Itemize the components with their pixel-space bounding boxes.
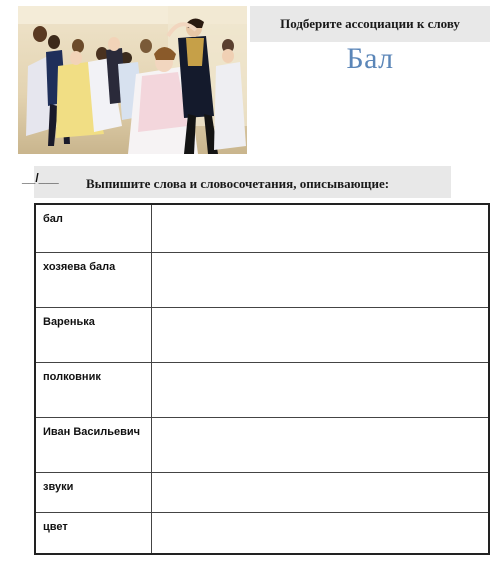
table-row <box>35 512 489 554</box>
answer-cell[interactable] <box>151 362 489 417</box>
table-row <box>35 252 489 307</box>
table-row <box>35 204 489 252</box>
row-label: звуки <box>35 472 151 512</box>
row-label: полковник <box>35 362 151 417</box>
row-label: хозяева бала <box>35 252 151 307</box>
association-table <box>34 203 490 555</box>
answer-cell[interactable] <box>151 472 489 512</box>
answer-cell[interactable] <box>151 512 489 554</box>
answer-cell[interactable] <box>151 417 489 472</box>
table-row <box>35 472 489 512</box>
table-row <box>35 307 489 362</box>
row-label: Иван Васильевич <box>35 417 151 472</box>
table-row <box>35 417 489 472</box>
answer-cell[interactable] <box>151 252 489 307</box>
target-word: Бал <box>346 42 394 75</box>
answer-cell[interactable] <box>151 204 489 252</box>
row-label: цвет <box>35 512 151 554</box>
score-blank: __/___ <box>22 171 59 185</box>
task-instruction: Выпишите слова и словосочетания, описывающие: <box>86 176 390 191</box>
association-prompt: Подберите ассоциации к слову <box>250 6 490 42</box>
table-row <box>35 362 489 417</box>
row-label: Варенька <box>35 307 151 362</box>
answer-cell[interactable] <box>151 307 489 362</box>
row-label: бал <box>35 204 151 252</box>
ballroom-illustration <box>18 6 247 154</box>
